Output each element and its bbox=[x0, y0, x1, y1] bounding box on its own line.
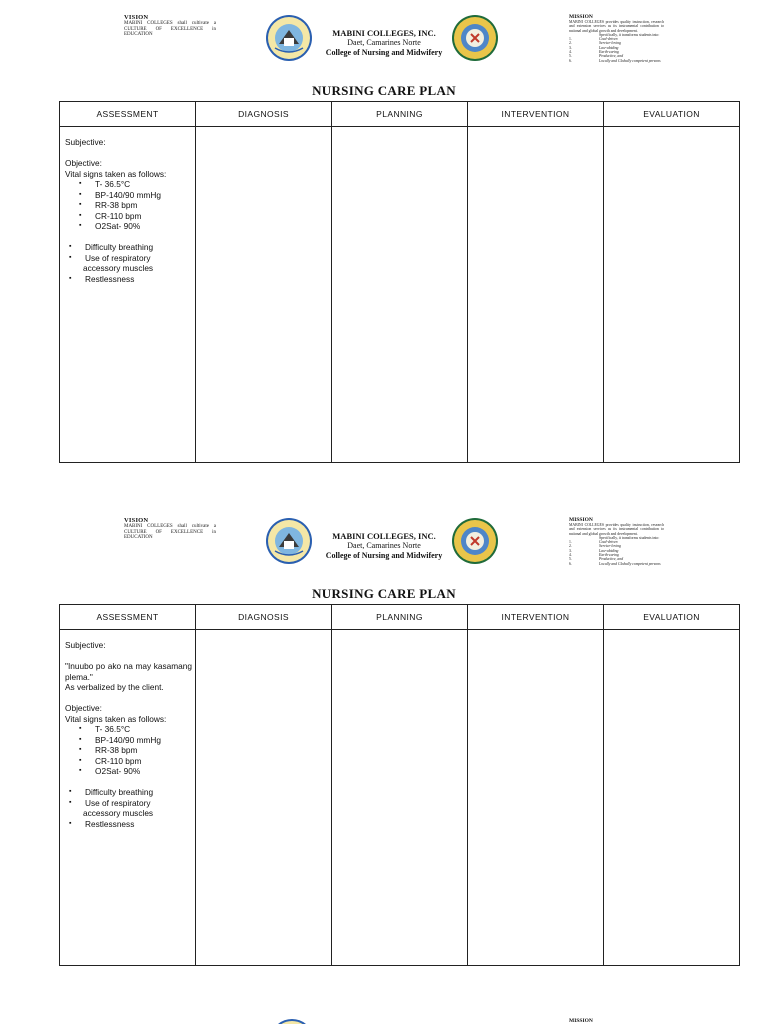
vital-sign-item: ▪ RR-38 bpm bbox=[79, 200, 192, 211]
vision-text: MABINI COLLEGES shall cultivate a CULTURE OF EXCELLENCE in EDUCATION bbox=[124, 524, 216, 541]
column-header-planning: PLANNING bbox=[332, 102, 468, 127]
mission-item: 2. Service-loving bbox=[569, 544, 621, 549]
assessment-cell bbox=[60, 630, 196, 966]
column-header-diagnosis: DIAGNOSIS bbox=[196, 102, 332, 127]
school-name: MABINI COLLEGES, INC. bbox=[332, 28, 436, 38]
column-header-evaluation: EVALUATION bbox=[604, 102, 740, 127]
column-header-assessment: ASSESSMENT bbox=[60, 605, 196, 630]
evaluation-cell bbox=[604, 630, 740, 966]
column-header-intervention: INTERVENTION bbox=[468, 605, 604, 630]
column-header-assessment: ASSESSMENT bbox=[60, 102, 196, 127]
column-header-intervention: INTERVENTION bbox=[468, 102, 604, 127]
school-college: College of Nursing and Midwifery bbox=[325, 550, 443, 560]
mission-title: MISSION bbox=[569, 517, 593, 523]
mission-item: 3. Law-abiding bbox=[569, 45, 619, 50]
column-header-evaluation: EVALUATION bbox=[604, 605, 740, 630]
column-header-diagnosis: DIAGNOSIS bbox=[196, 605, 332, 630]
mission-item: 3. Law-abiding bbox=[569, 548, 619, 553]
vital-signs-list bbox=[65, 179, 192, 232]
vital-signs-intro: Vital signs taken as follows: bbox=[65, 168, 167, 179]
mission-item: 6. Locally and Globally competent persons bbox=[569, 58, 661, 63]
vital-sign-item: ▪ RR-38 bpm bbox=[79, 745, 192, 756]
mabini-colleges-seal-icon bbox=[270, 1019, 314, 1024]
mission-block bbox=[569, 14, 664, 63]
signs-list bbox=[65, 242, 192, 284]
mission-specifically: Specifically, it transforms students into: bbox=[599, 32, 660, 37]
sign-item: ▪ Restlessness bbox=[69, 273, 135, 284]
school-name-block bbox=[318, 531, 450, 560]
mission-block bbox=[569, 517, 664, 566]
mission-text: MABINI COLLEGES provides quality instruction, research and extension services as its instrumental contribution to national and global growth and development. bbox=[569, 523, 664, 536]
sign-item: ▪ Use of respiratory accessory muscles bbox=[69, 252, 154, 273]
school-address: Daet, Camarines Norte bbox=[347, 38, 421, 47]
mission-list bbox=[569, 37, 664, 63]
planning-cell bbox=[332, 127, 468, 463]
vital-sign-item: ▪ BP-140/90 mmHg bbox=[79, 735, 192, 746]
vital-sign-item: ▪ T- 36.5°C bbox=[79, 724, 192, 735]
intervention-cell bbox=[468, 127, 604, 463]
objective-label: Objective: bbox=[65, 158, 102, 168]
planning-cell bbox=[332, 630, 468, 966]
vital-sign-item: ▪ O2Sat- 90% bbox=[79, 221, 192, 232]
school-name-block bbox=[318, 28, 450, 57]
vital-sign-item: ▪ O2Sat- 90% bbox=[79, 766, 192, 777]
signs-list bbox=[65, 787, 192, 829]
mission-item: 6. Locally and Globally competent persons bbox=[569, 561, 661, 566]
mission-list bbox=[569, 540, 664, 566]
sign-item: ▪ Difficulty breathing bbox=[69, 242, 154, 252]
intervention-cell bbox=[468, 630, 604, 966]
column-header-planning: PLANNING bbox=[332, 605, 468, 630]
nursing-college-seal-icon bbox=[451, 14, 499, 62]
mission-item: 2. Service-loving bbox=[569, 41, 621, 46]
mission-title: MISSION bbox=[569, 14, 593, 20]
vision-block bbox=[124, 14, 216, 38]
vision-title: VISION bbox=[124, 517, 149, 524]
client-quote: "Inuubo po ako na may kasamang plema." bbox=[65, 661, 192, 682]
care-plan-table bbox=[59, 101, 740, 463]
objective-label: Objective: bbox=[65, 703, 102, 713]
mission-item: 4. Earth-caring bbox=[569, 553, 619, 558]
sign-item: ▪ Restlessness bbox=[69, 818, 135, 829]
vision-block bbox=[124, 517, 216, 541]
vision-text: MABINI COLLEGES shall cultivate a CULTURE OF EXCELLENCE in EDUCATION bbox=[124, 21, 216, 38]
mabini-colleges-seal-icon bbox=[265, 517, 313, 565]
vital-sign-item: ▪ CR-110 bpm bbox=[79, 756, 192, 767]
care-plan-page-3-partial bbox=[0, 1016, 768, 1024]
vision-title: VISION bbox=[124, 14, 149, 21]
nursing-college-seal-icon bbox=[451, 517, 499, 565]
verbalized-note: As verbalized by the client. bbox=[65, 682, 164, 692]
mission-title: MISSION bbox=[569, 1018, 593, 1024]
mission-text: MABINI COLLEGES provides quality instruction, research and extension services as its instrumental contribution to national and global growth and development. bbox=[569, 20, 664, 33]
school-college: College of Nursing and Midwifery bbox=[325, 47, 443, 57]
sign-item: ▪ Use of respiratory accessory muscles bbox=[69, 797, 154, 818]
page-title: NURSING CARE PLAN bbox=[312, 586, 456, 601]
assessment-cell bbox=[60, 127, 196, 463]
mission-item: 5. Productive, and bbox=[569, 54, 624, 59]
school-address: Daet, Camarines Norte bbox=[347, 541, 421, 550]
school-name: MABINI COLLEGES, INC. bbox=[332, 531, 436, 541]
vital-sign-item: ▪ CR-110 bpm bbox=[79, 211, 192, 222]
care-plan-table bbox=[59, 604, 740, 966]
mission-item: 4. Earth-caring bbox=[569, 50, 619, 55]
diagnosis-cell bbox=[196, 127, 332, 463]
vital-sign-item: ▪ T- 36.5°C bbox=[79, 179, 192, 190]
mabini-colleges-seal-icon bbox=[265, 14, 313, 62]
diagnosis-cell bbox=[196, 630, 332, 966]
sign-item: ▪ Difficulty breathing bbox=[69, 787, 154, 797]
vital-sign-item: ▪ BP-140/90 mmHg bbox=[79, 190, 192, 201]
evaluation-cell bbox=[604, 127, 740, 463]
vital-signs-list bbox=[65, 724, 192, 777]
page-title: NURSING CARE PLAN bbox=[312, 83, 456, 98]
vital-signs-intro: Vital signs taken as follows: bbox=[65, 713, 167, 724]
mission-specifically: Specifically, it transforms students into: bbox=[599, 535, 660, 540]
subjective-label: Subjective: bbox=[65, 137, 106, 147]
mission-item: 5. Productive, and bbox=[569, 557, 624, 562]
mission-item: 1. Goal-driven bbox=[569, 540, 618, 545]
subjective-label: Subjective: bbox=[65, 640, 106, 650]
mission-item: 1. Goal-driven bbox=[569, 37, 618, 42]
